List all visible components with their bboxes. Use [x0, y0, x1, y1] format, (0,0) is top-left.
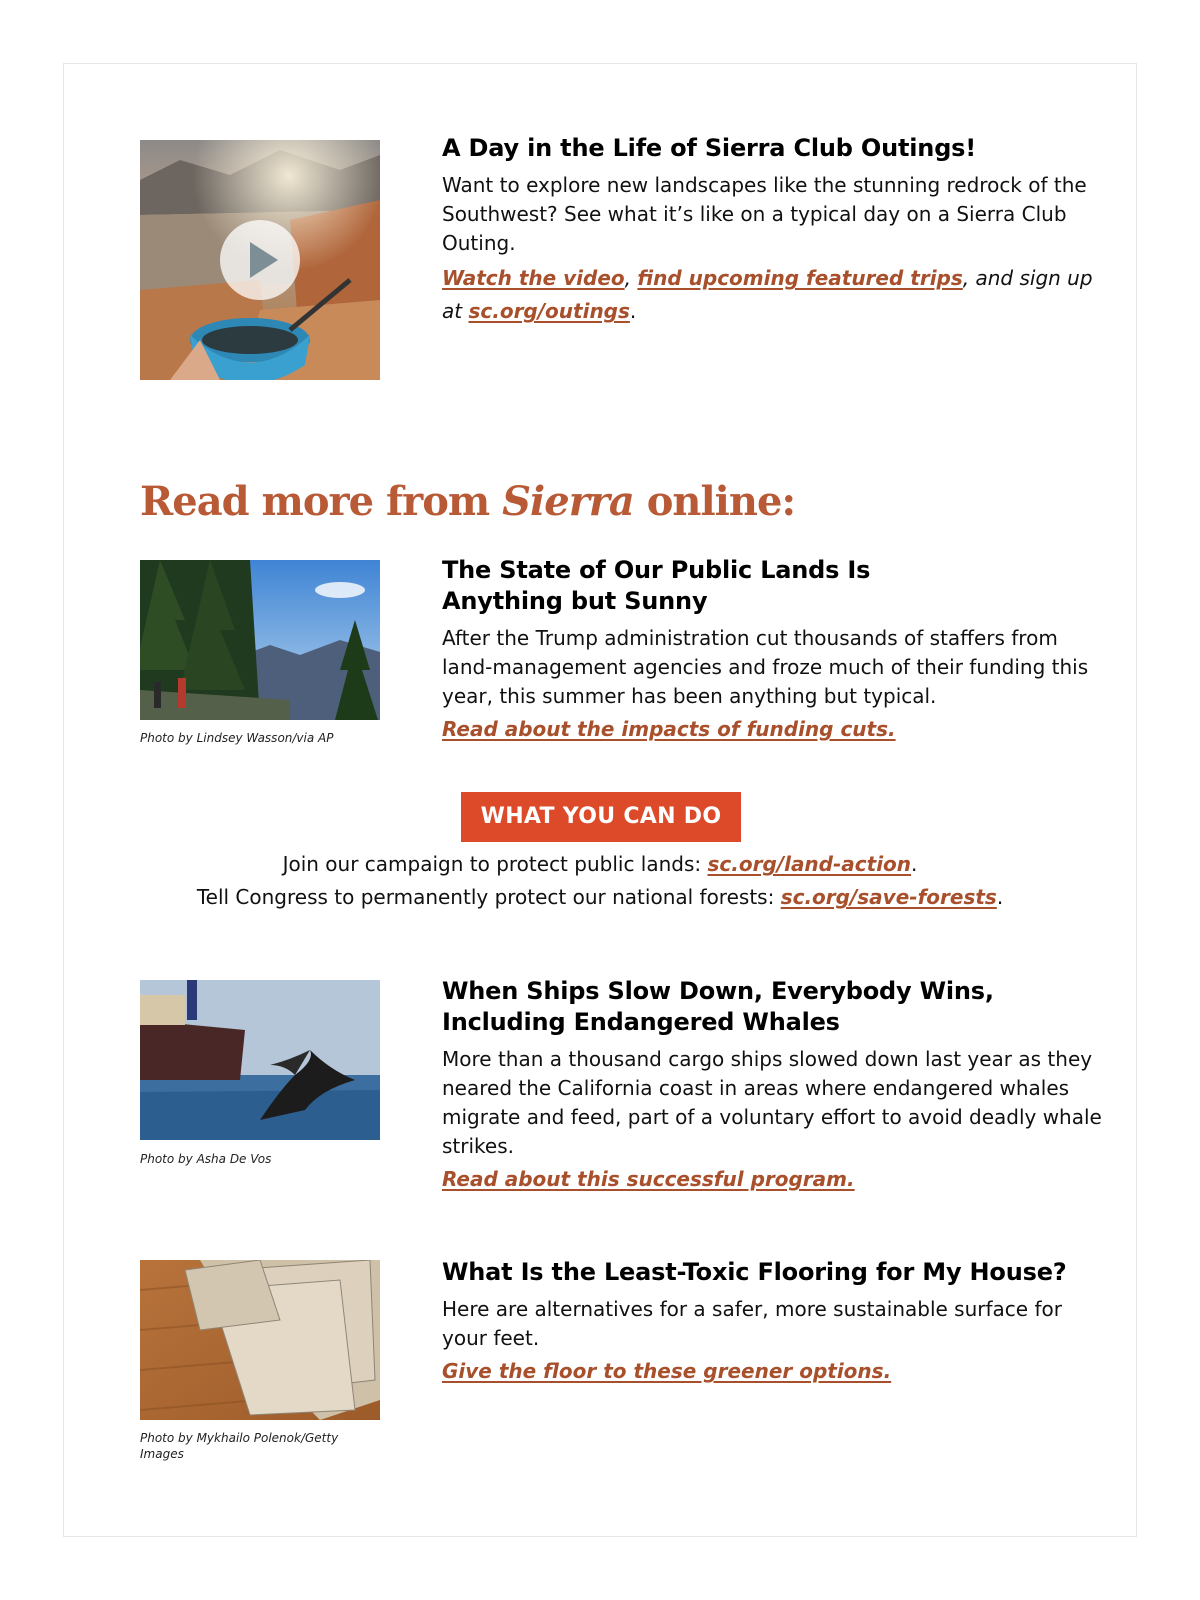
outings-description: Want to explore new landscapes like the stunning redrock of the Southwest? See what it’s like on a typical day on a Sierra Club Outing.: [442, 173, 1087, 255]
play-icon: [220, 220, 300, 300]
heading-publication: Sierra: [502, 478, 634, 525]
outings-period: .: [629, 299, 637, 323]
article-description: More than a thousand cargo ships slowed down last year as they neared the California coast in areas where endangered whales migrate and feed, part of a voluntary effort to avoid deadly whale strikes.: [442, 1047, 1102, 1158]
heading-prefix: Read more from: [140, 478, 503, 525]
heading-suffix: online:: [633, 478, 796, 525]
photo-credit: Photo by Mykhailo Polenok/Getty Images: [140, 1431, 339, 1461]
photo-credit: Photo by Lindsey Wasson/via AP: [140, 731, 334, 745]
land-action-link[interactable]: sc.org/land-action: [707, 852, 912, 876]
land-action-line: [0, 850, 1200, 878]
article-title: What Is the Least-Toxic Flooring for My House?: [442, 1258, 1067, 1286]
featured-trips-link[interactable]: find upcoming featured trips: [637, 266, 963, 290]
article-title: When Ships Slow Down, Everybody Wins, Including Endangered Whales: [442, 977, 994, 1036]
article-title: The State of Our Public Lands Is Anything but Sunny: [442, 556, 871, 615]
photo-credit: Photo by Asha De Vos: [140, 1152, 272, 1166]
separator-text: ,: [624, 266, 638, 290]
flooring-options-link[interactable]: Give the floor to these greener options.: [442, 1359, 892, 1383]
period: .: [911, 852, 918, 876]
outings-title: A Day in the Life of Sierra Club Outings!: [442, 134, 977, 162]
save-forests-line: [0, 883, 1200, 911]
save-forests-link[interactable]: sc.org/save-forests: [780, 885, 997, 909]
funding-cuts-link[interactable]: Read about the impacts of funding cuts.: [442, 717, 896, 741]
watch-video-link[interactable]: Watch the video: [442, 266, 625, 290]
article-description: After the Trump administration cut thousands of staffers from land-management agencies and froze much of their funding this year, this summer has been anything but typical.: [442, 626, 1089, 708]
outings-body: [442, 171, 1102, 328]
article-description: Here are alternatives for a safer, more sustainable surface for your feet.: [442, 1297, 1062, 1350]
article-body: [442, 624, 1102, 744]
save-forests-text: Tell Congress to permanently protect our national forests:: [196, 885, 781, 909]
public-lands-photo[interactable]: [140, 560, 380, 720]
section-heading: [140, 478, 795, 525]
play-button[interactable]: [220, 220, 300, 300]
period: .: [996, 885, 1004, 909]
land-action-text: Join our campaign to protect public lands:: [282, 852, 708, 876]
flooring-photo[interactable]: [140, 1260, 380, 1420]
outings-links: [442, 262, 1102, 328]
what-you-can-do-button[interactable]: WHAT YOU CAN DO: [461, 792, 741, 842]
signup-text: , and sign up at: [442, 266, 1093, 323]
successful-program-link[interactable]: Read about this successful program.: [442, 1167, 855, 1191]
article-body: [442, 1045, 1102, 1194]
whale-photo[interactable]: [140, 980, 380, 1140]
article-body: [442, 1295, 1102, 1386]
outings-url-link[interactable]: sc.org/outings: [468, 299, 630, 323]
